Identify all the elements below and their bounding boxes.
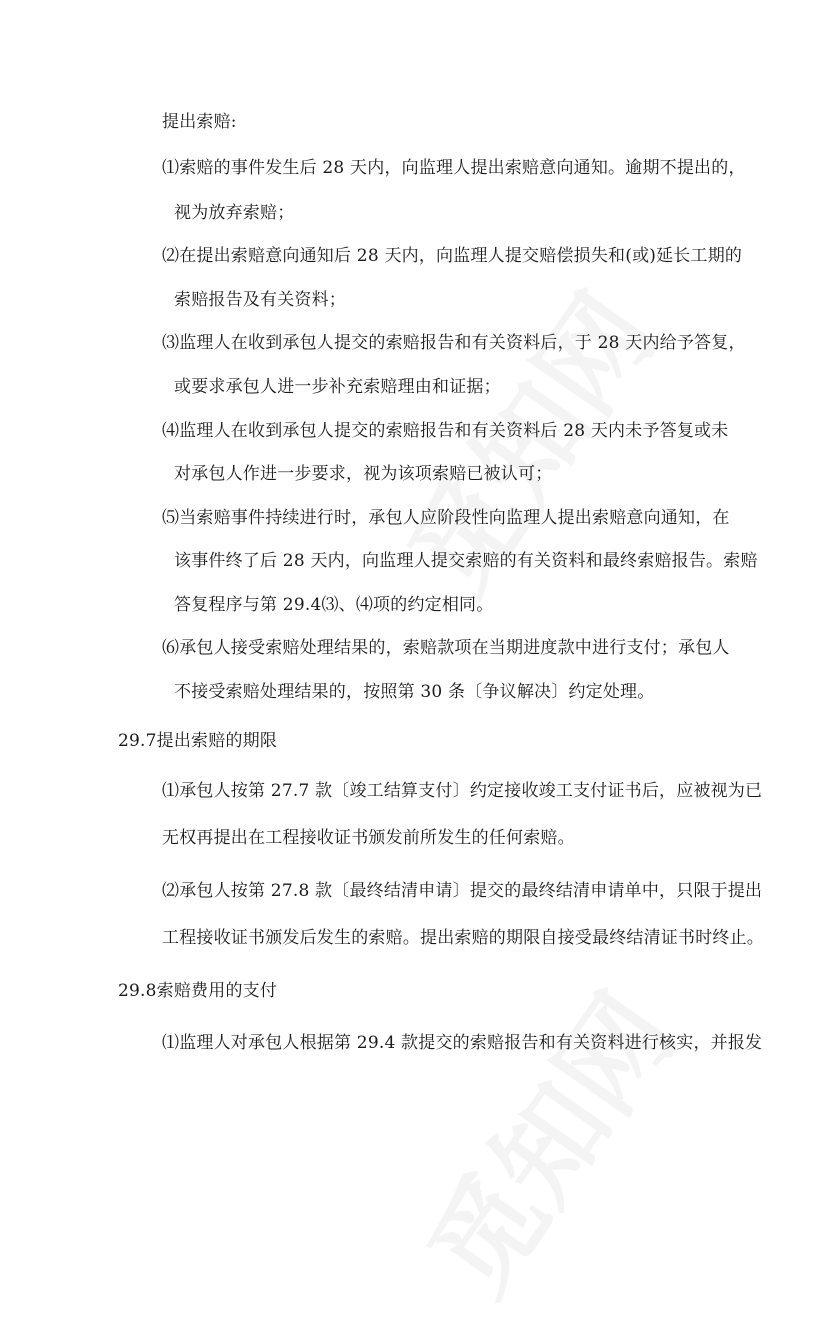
watermark (386, 959, 705, 1319)
paragraph-line: ⑴承包人按第 27.7 款〔竣工结算支付〕约定接收竣工支付证书后，应被视为已 (162, 781, 763, 801)
paragraph-line: 该事件终了后 28 天内，向监理人提交索赔的有关资料和最终索赔报告。索赔 (174, 551, 758, 571)
paragraph-line: ⑴索赔的事件发生后 28 天内，向监理人提出索赔意向通知。逾期不提出的， (162, 158, 746, 178)
paragraph-line: ⑹承包人接受索赔处理结果的，索赔款项在当期进度款中进行支付；承包人 (162, 638, 730, 658)
paragraph-line: ⑴监理人对承包人根据第 29.4 款提交的索赔报告和有关资料进行核实，并报发 (162, 1033, 763, 1053)
paragraph-line: 对承包人作进一步要求，视为该项索赔已被认可； (174, 464, 553, 484)
paragraph-line: 答复程序与第 29.4⑶、⑷项的约定相同。 (174, 595, 494, 615)
paragraph-line: ⑵承包人按第 27.8 款〔最终结清申请〕提交的最终结清申请单中，只限于提出 (162, 881, 763, 901)
paragraph-line: 无权再提出在工程接收证书颁发前所发生的任何索赔。 (162, 828, 575, 848)
paragraph-line: ⑶监理人在收到承包人提交的索赔报告和有关资料后，于 28 天内给予答复， (162, 333, 746, 353)
paragraph-line: ⑷监理人在收到承包人提交的索赔报告和有关资料后 28 天内未予答复或未 (162, 421, 729, 441)
paragraph-line: 工程接收证书颁发后发生的索赔。提出索赔的期限自接受最终结清证书时终止。 (162, 928, 764, 948)
paragraph-line: 索赔报告及有关资料； (174, 290, 346, 310)
paragraph-line: 视为放弃索赔； (174, 203, 295, 223)
section-heading: 29.8索赔费用的支付 (118, 981, 278, 1001)
section-heading: 29.7提出索赔的期限 (118, 731, 278, 751)
paragraph-line: ⑸当索赔事件持续进行时，承包人应阶段性向监理人提出索赔意向通知，在 (162, 508, 730, 528)
paragraph-line: 不接受索赔处理结果的，按照第 30 条〔争议解决〕约定处理。 (174, 682, 655, 702)
paragraph-line: ⑵在提出索赔意向通知后 28 天内，向监理人提交赔偿损失和(或)延长工期的 (162, 246, 743, 266)
paragraph-line: 或要求承包人进一步补充索赔理由和证据； (174, 377, 501, 397)
claim-heading: 提出索赔: (162, 112, 237, 132)
